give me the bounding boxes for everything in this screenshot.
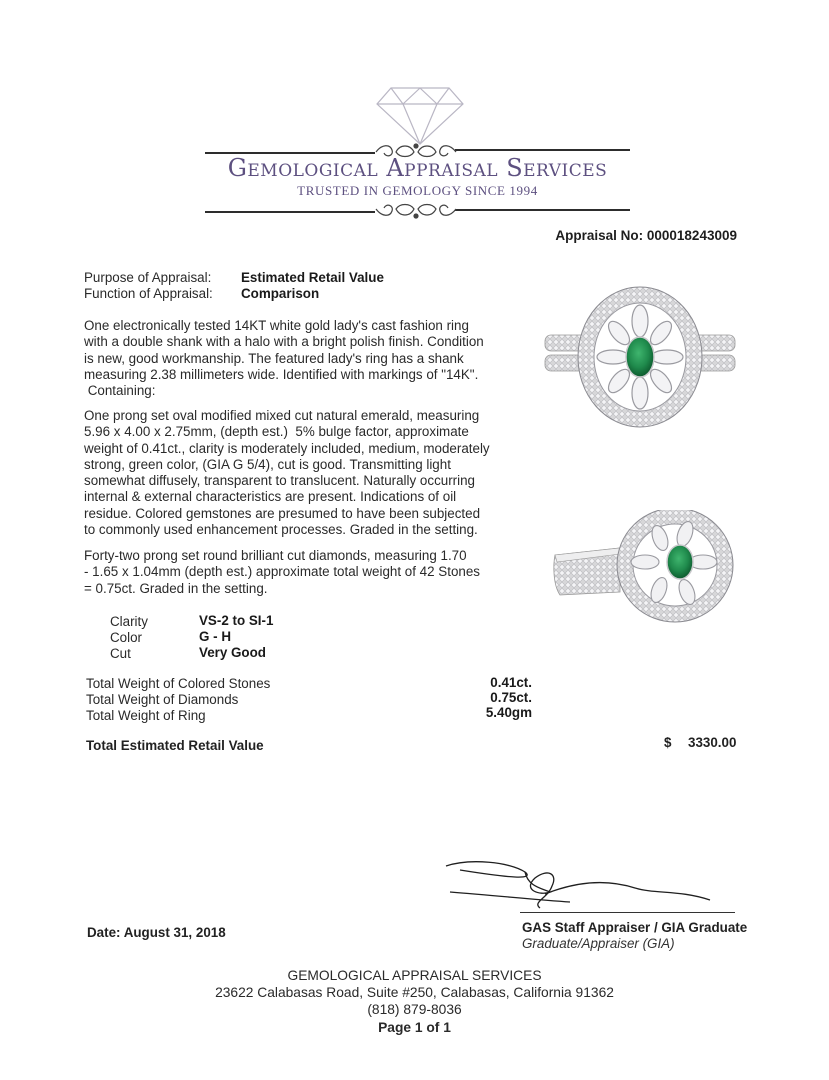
emerald-description-line: residue. Colored gemstones are presumed to have been subjected (84, 505, 481, 521)
spec-color-label: Color (110, 630, 142, 645)
appraiser-title: GAS Staff Appraiser / GIA Graduate (522, 920, 748, 935)
header-rule-bottom-left (205, 211, 375, 213)
ring-description-line: measuring 2.38 millimeters wide. Identified with markings of "14K". (84, 366, 479, 382)
function-value: Comparison (241, 286, 320, 301)
footer-company: GEMOLOGICAL APPRAISAL SERVICES (287, 968, 542, 983)
total-value-label: Total Estimated Retail Value (86, 738, 264, 753)
total-value-amount: 3330.00 (688, 735, 737, 750)
footer-phone: (818) 879-8036 (367, 1002, 462, 1017)
diamond-description-line: - 1.65 x 1.04mm (depth est.) approximate total weight of 42 Stones (84, 564, 480, 580)
emerald-description-line: 5.96 x 4.00 x 2.75mm, (depth est.) 5% bulge factor, approximate (84, 424, 469, 440)
company-name: Gemological Appraisal Services (227, 154, 608, 182)
footer-address: 23622 Calabasas Road, Suite #250, Calabasas, California 91362 (215, 985, 614, 1000)
purpose-value: Estimated Retail Value (241, 270, 384, 285)
header-rule-top-right (455, 149, 630, 151)
spec-clarity-label: Clarity (110, 614, 148, 629)
appraisal-number: Appraisal No: 000018243009 (555, 228, 737, 243)
purpose-label: Purpose of Appraisal: (84, 270, 212, 285)
signature-line (520, 912, 735, 913)
emerald-description-line: strong, green color, (GIA G 5/4), cut is good. Transmitting light (84, 456, 451, 472)
weight-colored-stones-label: Total Weight of Colored Stones (86, 676, 271, 691)
page-number: Page 1 of 1 (378, 1020, 451, 1035)
flourish-ornament-icon (372, 199, 460, 221)
spec-cut-value: Very Good (199, 645, 266, 660)
emerald-description-line: somewhat diffusely, transparent to translucent. Naturally occurring (84, 473, 475, 489)
ring-front-view-photo (535, 285, 745, 435)
header-rule-bottom-right (455, 209, 630, 211)
diamond-description-line: = 0.75ct. Graded in the setting. (84, 580, 268, 596)
ring-side-view-photo (535, 510, 745, 640)
emerald-description-line: to commonly used enhancement processes. Graded in the setting. (84, 522, 478, 538)
function-label: Function of Appraisal: (84, 286, 213, 301)
ring-description (84, 318, 504, 399)
appraisal-date: Date: August 31, 2018 (87, 925, 226, 940)
appraiser-credentials: Graduate/Appraiser (GIA) (522, 936, 675, 951)
ring-description-line: with a double shank with a halo with a bright polish finish. Condition (84, 334, 484, 350)
ring-description-line: One electronically tested 14KT white gold lady's cast fashion ring (84, 318, 469, 333)
ring-description-line: Containing: (84, 383, 156, 399)
company-tagline: TRUSTED IN GEMOLOGY SINCE 1994 (297, 183, 538, 198)
emerald-description-line: internal & external characteristics are present. Indications of oil (84, 489, 457, 505)
diamond-icon (373, 84, 467, 146)
spec-color-value: G - H (199, 629, 231, 644)
ring-description-line: is new, good workmanship. The featured lady's ring has a shank (84, 350, 464, 366)
appraiser-signature (440, 858, 750, 918)
emerald-description-line: weight of 0.41ct., clarity is moderately included, medium, moderately (84, 440, 490, 456)
spec-cut-label: Cut (110, 646, 131, 661)
weight-ring-label: Total Weight of Ring (86, 708, 206, 723)
weight-ring-value: 5.40gm (485, 705, 532, 720)
spec-clarity-value: VS-2 to SI-1 (199, 613, 274, 628)
diamond-description-line: Forty-two prong set round brilliant cut diamonds, measuring 1.70 (84, 548, 467, 563)
diamond-description (84, 548, 504, 597)
weight-diamonds-label: Total Weight of Diamonds (86, 692, 239, 707)
emerald-description-line: One prong set oval modified mixed cut natural emerald, measuring (84, 408, 480, 423)
weight-colored-stones-value: 0.41ct. (490, 675, 532, 690)
emerald-description (84, 408, 504, 538)
weight-diamonds-value: 0.75ct. (490, 690, 532, 705)
total-currency-symbol: $ (664, 735, 672, 750)
